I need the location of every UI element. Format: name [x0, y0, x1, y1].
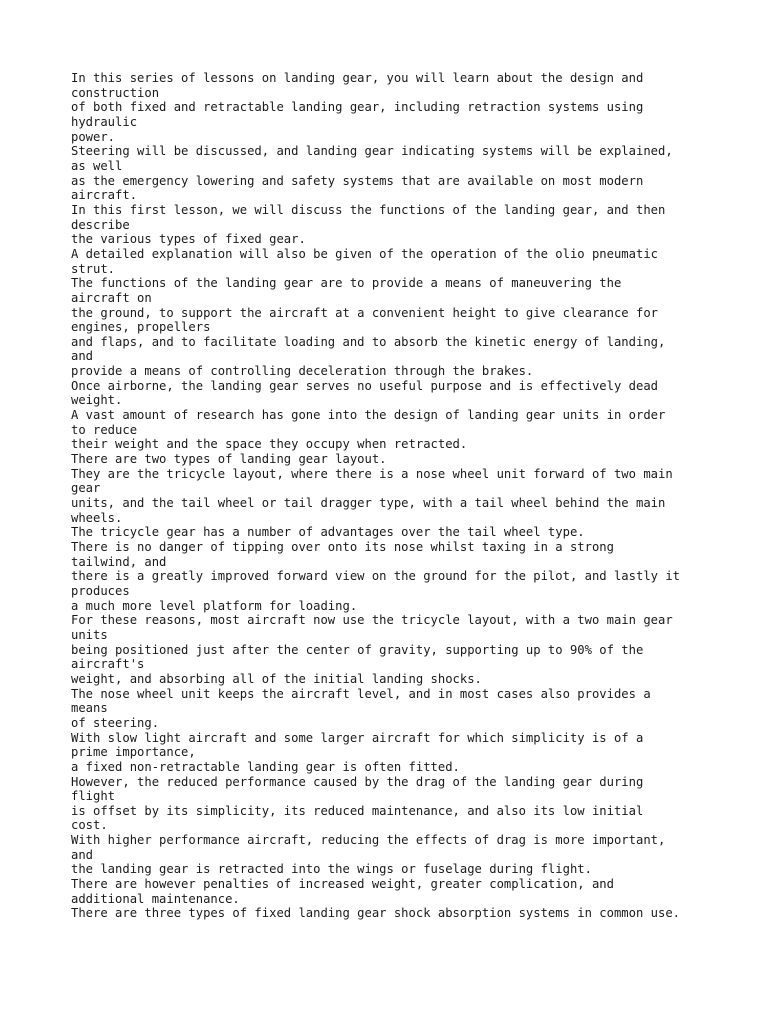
text-line: With slow light aircraft and some larger aircraft for which simplicity is of a — [71, 730, 644, 745]
text-line: the landing gear is retracted into the wings or fuselage during flight. — [71, 862, 592, 877]
text-line: and flaps, and to facilitate loading and to absorb the kinetic energy of landing, — [71, 334, 666, 349]
text-line: additional maintenance. — [71, 891, 240, 906]
text-line: and — [71, 847, 94, 862]
text-line: of steering. — [71, 715, 160, 730]
text-line: their weight and the space they occupy when retracted. — [71, 437, 468, 452]
text-line: being positioned just after the center of gravity, supporting up to 90% of the — [71, 642, 644, 657]
text-line: describe — [71, 217, 130, 232]
text-line: provide a means of controlling deceleration through the brakes. — [71, 364, 534, 379]
text-line: They are the tricycle layout, where there is a nose wheel unit forward of two main — [71, 466, 673, 481]
text-line: For these reasons, most aircraft now use the tricycle layout, with a two main gear — [71, 613, 673, 628]
text-line: In this first lesson, we will discuss the functions of the landing gear, and then — [71, 202, 666, 217]
text-line: units, and the tail wheel or tail dragger type, with a tail wheel behind the main — [71, 496, 666, 511]
text-line: to reduce — [71, 422, 138, 437]
text-line: engines, propellers — [71, 320, 211, 335]
text-line: In this series of lessons on landing gear, you will learn about the design and — [71, 71, 644, 85]
text-line: There are however penalties of increased weight, greater complication, and — [71, 877, 614, 892]
text-line: Once airborne, the landing gear serves no useful purpose and is effectively dead — [71, 378, 658, 393]
document-page — [71, 71, 761, 921]
text-line: However, the reduced performance caused by the drag of the landing gear during — [71, 774, 644, 789]
text-line: With higher performance aircraft, reducing the effects of drag is more important, — [71, 833, 666, 848]
text-line: as well — [71, 158, 123, 173]
text-line: aircraft on — [71, 290, 152, 305]
text-line: power. — [71, 129, 116, 144]
text-line: strut. — [71, 261, 116, 276]
text-line: There is no danger of tipping over onto its nose whilst taxing in a strong — [71, 540, 614, 554]
text-line: units — [71, 627, 108, 642]
text-line: wheels. — [71, 510, 123, 525]
text-line: the various types of fixed gear. — [71, 232, 306, 247]
text-line: produces — [71, 583, 130, 598]
text-line: tailwind, and — [71, 554, 167, 569]
text-line: means — [71, 701, 108, 716]
text-line: and — [71, 349, 94, 364]
text-line: The tricycle gear has a number of advantages over the tail wheel type. — [71, 525, 585, 540]
text-line: cost. — [71, 818, 108, 833]
text-line: weight. — [71, 393, 123, 408]
text-line: is offset by its simplicity, its reduced maintenance, and also its low initial — [71, 803, 644, 818]
text-line: flight — [71, 789, 116, 804]
text-line: a fixed non-retractable landing gear is often fitted. — [71, 759, 460, 774]
text-line: the ground, to support the aircraft at a convenient height to give clearance for — [71, 305, 658, 320]
text-line: there is a greatly improved forward view on the ground for the pilot, and lastly it — [71, 569, 681, 584]
text-line: The functions of the landing gear are to provide a means of maneuvering the — [71, 276, 622, 291]
text-line: There are two types of landing gear layout. — [71, 452, 387, 467]
text-line: gear — [71, 481, 101, 496]
text-line: Steering will be discussed, and landing gear indicating systems will be explained, — [71, 144, 673, 159]
text-line: aircraft. — [71, 188, 138, 203]
text-line: hydraulic — [71, 114, 138, 129]
text-line: A detailed explanation will also be given of the operation of the olio pneumatic — [71, 246, 658, 261]
text-line: of both fixed and retractable landing gear, including retraction systems using — [71, 100, 644, 115]
text-line: construction — [71, 85, 160, 100]
text-line: The nose wheel unit keeps the aircraft level, and in most cases also provides a — [71, 686, 651, 701]
text-line: as the emergency lowering and safety systems that are available on most modern — [71, 173, 644, 188]
text-line: There are three types of fixed landing gear shock absorption systems in common use. — [71, 906, 681, 921]
text-line: a much more level platform for loading. — [71, 598, 358, 613]
text-line: aircraft's — [71, 657, 145, 672]
text-line: A vast amount of research has gone into the design of landing gear units in order — [71, 408, 666, 423]
text-line: prime importance, — [71, 745, 196, 760]
text-line: weight, and absorbing all of the initial landing shocks. — [71, 671, 482, 686]
